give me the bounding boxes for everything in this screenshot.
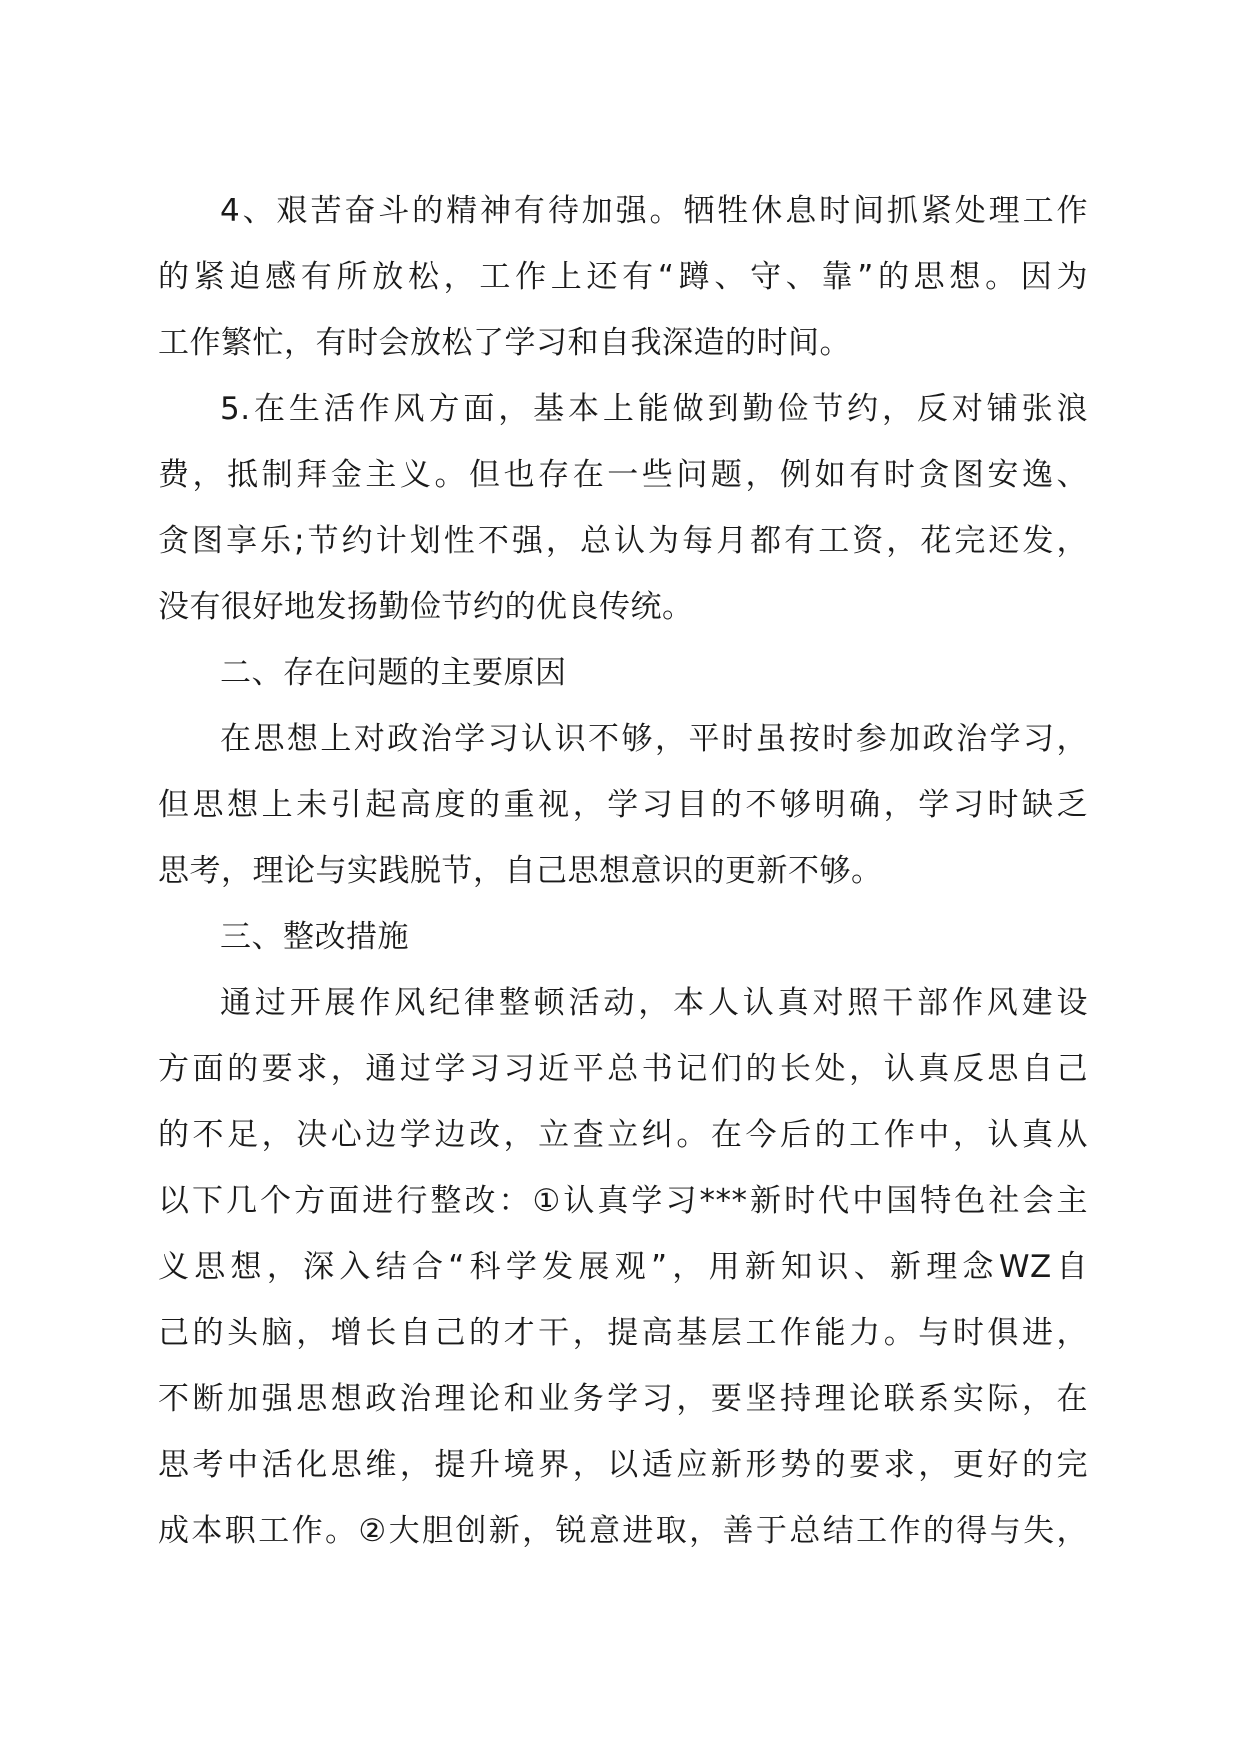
paragraph-line: 方面的要求，通过学习习近平总书记们的长处，认真反思自己 (158, 1051, 1088, 1087)
paragraph-line: 贪图享乐;节约计划性不强，总认为每月都有工资，花完还发， (158, 523, 1088, 559)
document-body (158, 178, 1088, 1564)
paragraph-line: 没有很好地发扬勤俭节约的优良传统。 (158, 589, 694, 625)
paragraph-line: 但思想上未引起高度的重视，学习目的不够明确，学习时缺乏 (158, 787, 1088, 823)
paragraph-line: 不断加强思想政治理论和业务学习，要坚持理论联系实际，在 (158, 1381, 1088, 1417)
paragraph-line: 通过开展作风纪律整顿活动，本人认真对照干部作风建设 (220, 985, 1088, 1021)
paragraph-line: 的紧迫感有所放松，工作上还有“蹲、守、靠”的思想。因为 (158, 259, 1088, 295)
paragraph-line: 思考中活化思维，提升境界，以适应新形势的要求，更好的完 (158, 1447, 1088, 1483)
section-heading: 三、整改措施 (220, 919, 409, 955)
paragraph-line: 工作繁忙，有时会放松了学习和自我深造的时间。 (158, 325, 851, 361)
paragraph-line: 思考，理论与实践脱节，自己思想意识的更新不够。 (158, 853, 883, 889)
paragraph-line: 成本职工作。②大胆创新，锐意进取，善于总结工作的得与失， (158, 1513, 1088, 1549)
paragraph-line: 费，抵制拜金主义。但也存在一些问题，例如有时贪图安逸、 (158, 457, 1088, 493)
paragraph-line: 己的头脑，增长自己的才干，提高基层工作能力。与时俱进， (158, 1315, 1088, 1351)
paragraph-line: 义思想，深入结合“科学发展观”，用新知识、新理念WZ自 (158, 1249, 1088, 1285)
paragraph-line: 的不足，决心边学边改，立查立纠。在今后的工作中，认真从 (158, 1117, 1088, 1153)
paragraph-line: 以下几个方面进行整改：①认真学习***新时代中国特色社会主 (158, 1183, 1088, 1219)
section-heading: 二、存在问题的主要原因 (220, 655, 567, 691)
paragraph-line: 5.在生活作风方面，基本上能做到勤俭节约，反对铺张浪 (220, 391, 1088, 427)
paragraph-line: 4、艰苦奋斗的精神有待加强。牺牲休息时间抓紧处理工作 (220, 193, 1088, 229)
paragraph-line: 在思想上对政治学习认识不够，平时虽按时参加政治学习， (220, 721, 1088, 757)
